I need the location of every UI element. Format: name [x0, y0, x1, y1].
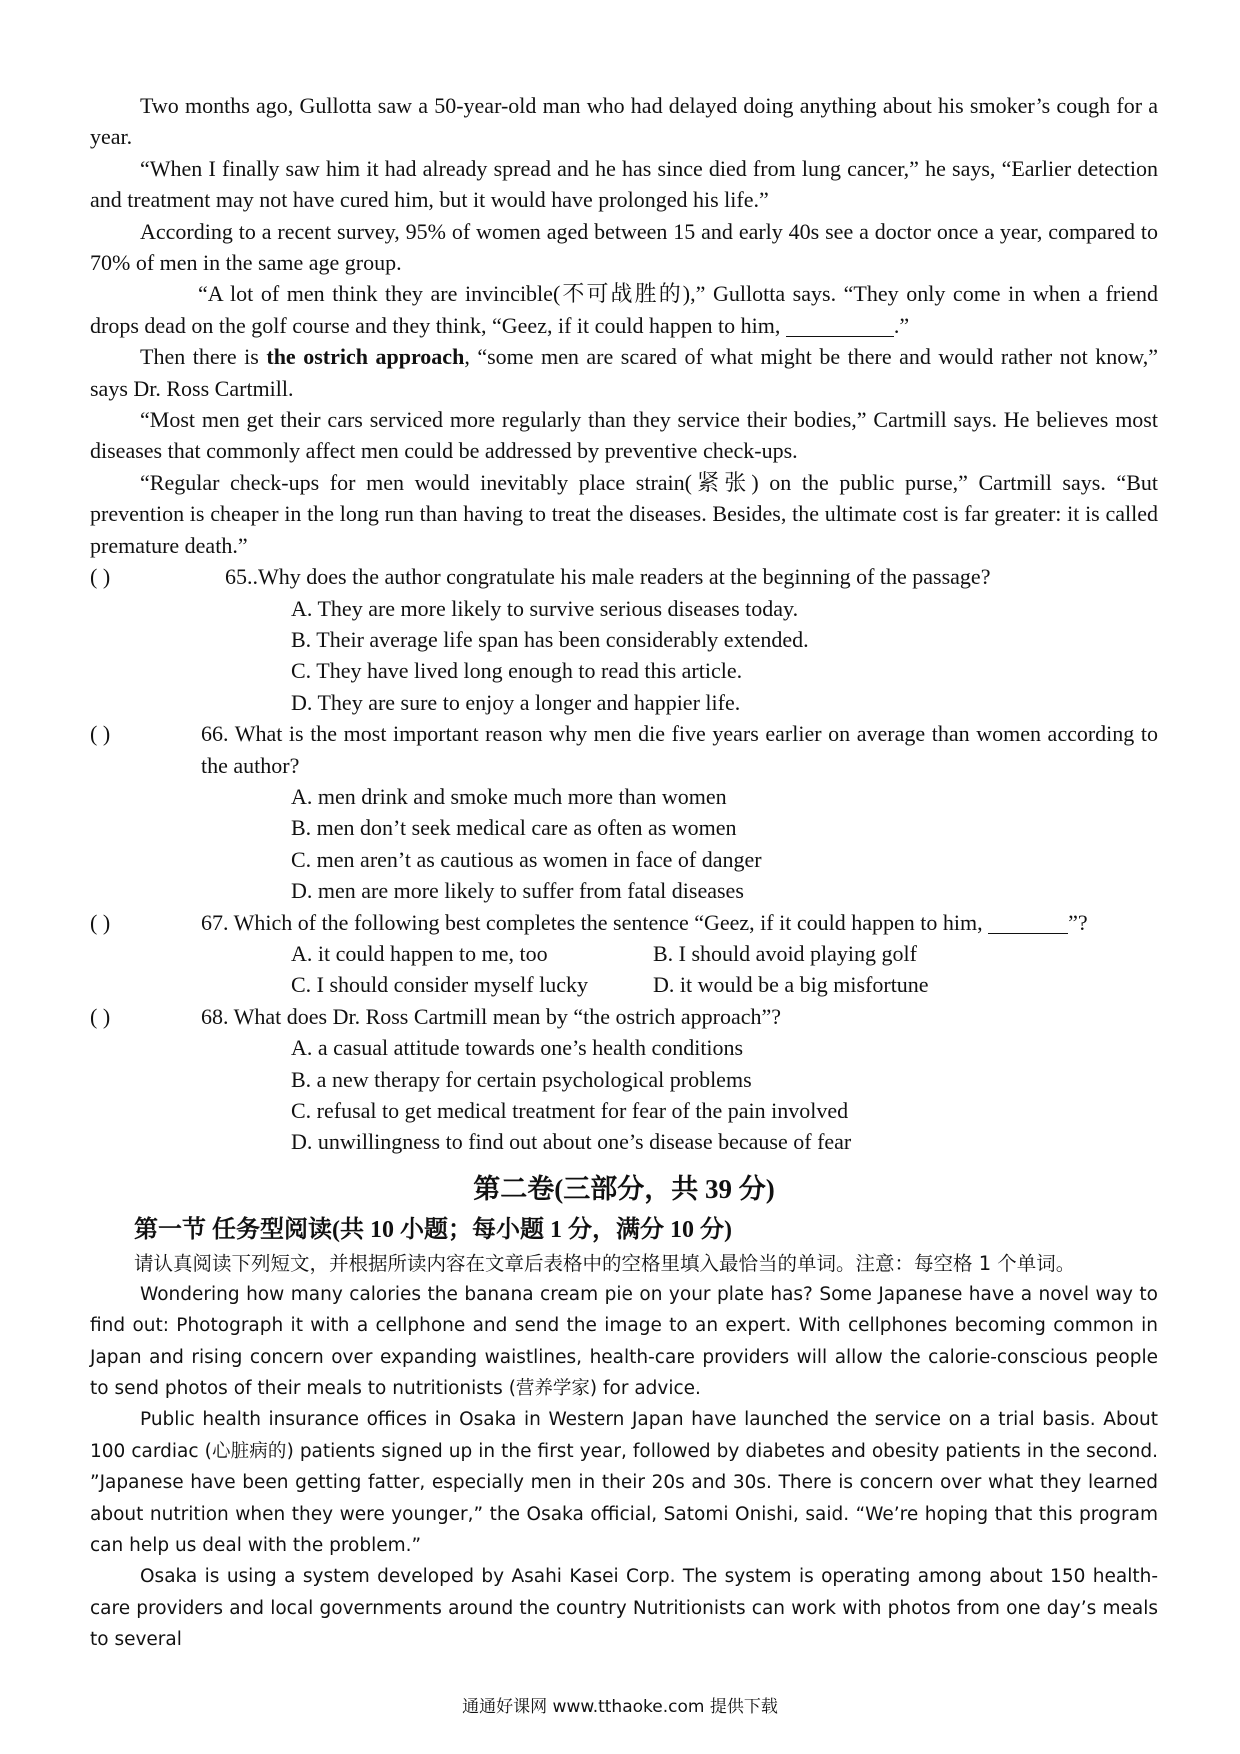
option-a: A. They are more likely to survive serious diseases today. [291, 595, 799, 621]
option-a: A. a casual attitude towards one’s health conditions [291, 1035, 744, 1061]
option-d: D. it would be a big misfortune [653, 972, 929, 998]
option-a: A. men drink and smoke much more than women [291, 783, 727, 809]
question-text: 67. Which of the following best completes the sentence “Geez, if it could happen to him, ”? [201, 909, 1088, 935]
passage-paragraph-1: Two months ago, Gullotta saw a 50-year-old man who had delayed doing anything about his smoker’s cough for a year. [90, 93, 1158, 150]
question-65 [90, 561, 1158, 718]
reading-paragraph-2: Public health insurance offices in Osaka in Western Japan have launched the service on a trial basis. About 100 cardiac (心脏病的) patients signed up in the first year, followed by diabetes and obesity patients in the second. ”Japanese have been getting fatter, especially men in their 20s and 30s. There is concern over what they learned about nutrition when they were younger,” the Osaka official, Satomi Onishi, said. “We’re hoping that this program can help us deal with the problem.” [90, 1409, 1158, 1557]
paragraph-5-end: , “some men are scared of what might be there and would rather not know,” says Dr. Ross Cartmill. [90, 344, 1159, 401]
reading-paragraph-1: Wondering how many calories the banana cream pie on your plate has? Some Japanese have a novel way to find out: Photograph it with a cellphone and send the image to an expert. With cellphones becoming common in Japan and rising concern over expanding waistlines, health-care providers will allow the calorie-conscious people to send photos of their meals to nutritionists (营养学家) for advice. [90, 1283, 1158, 1400]
answer-paren: ( ) [90, 1003, 111, 1029]
option-c: C. refusal to get medical treatment for fear of the pain involved [291, 1098, 849, 1123]
option-list [291, 938, 1158, 1001]
question-text: 66. What is the most important reason why men die five years earlier on average than women according to the author? [201, 721, 1158, 778]
reading-paragraph-3: Osaka is using a system developed by Asahi Kasei Corp. The system is operating among about 150 health-care providers and local governments around the country Nutritionists can work with photos from one day’s meals to several [90, 1566, 1158, 1651]
option-d: D. They are sure to enjoy a longer and happier life. [291, 689, 741, 715]
option-c: C. I should consider myself lucky [291, 972, 588, 998]
option-b: B. a new therapy for certain psychological problems [291, 1066, 752, 1092]
passage-paragraph-4 [90, 278, 1158, 341]
question-text: 65..Why does the author congratulate his male readers at the beginning of the passage? [225, 564, 991, 590]
option-list [291, 781, 1158, 907]
option-c: C. men aren’t as cautious as women in face of danger [291, 846, 762, 872]
option-c: C. They have lived long enough to read this article. [291, 658, 743, 684]
passage-paragraph-3: According to a recent survey, 95% of women aged between 15 and early 40s see a doctor once a year, compared to 70% of men in the same age group. [90, 218, 1158, 276]
answer-paren: ( ) [90, 721, 111, 747]
option-b: B. I should avoid playing golf [653, 940, 917, 966]
answer-blank [988, 911, 1068, 934]
option-b: B. men don’t seek medical care as often as women [291, 815, 737, 841]
section-title: 第二卷(三部分，共 39 分) [473, 1173, 775, 1204]
passage-paragraph-6: “Most men get their cars serviced more regularly than they service their bodies,” Cartmill says. He believes most diseases that commonly affect men could be addressed by preventive check-ups. [90, 407, 1158, 464]
answer-paren: ( ) [90, 909, 111, 935]
option-b: B. Their average life span has been considerably extended. [291, 626, 809, 652]
ostrich-approach-term: the ostrich approach [266, 344, 465, 370]
option-a: A. it could happen to me, too [291, 940, 548, 966]
passage-paragraph-5 [90, 341, 1158, 404]
option-d: D. men are more likely to suffer from fatal diseases [291, 878, 744, 904]
option-d: D. unwillingness to find out about one’s disease because of fear [291, 1129, 852, 1155]
option-list [225, 593, 1158, 719]
question-67 [90, 907, 1158, 1001]
passage-paragraph-2: “When I finally saw him it had already spread and he has since died from lung cancer,” he says, “Earlier detection and treatment may not have cured him, but it would have prolonged his life.” [90, 155, 1158, 213]
paragraph-4-end: .” [893, 312, 910, 338]
question-text: 68. What does Dr. Ross Cartmill mean by “the ostrich approach”? [201, 1003, 782, 1029]
section-instruction: 请认真阅读下列短文，并根据所读内容在文章后表格中的空格里填入最恰当的单词。注意：每空格 1 个单词。 [134, 1251, 1076, 1275]
passage-paragraph-7: “Regular check-ups for men would inevitably place strain(紧张) on the public purse,” Cartmill says. “But prevention is cheaper in the long run than having to treat the diseases. Besides, the ultimate cost is far greater: it is called premature death.” [90, 469, 1158, 558]
page-content [90, 90, 1158, 1656]
option-list [291, 1032, 1158, 1158]
question-66 [90, 718, 1158, 906]
page-footer: 通通好课网 www.tthaoke.com 提供下载 [462, 1697, 778, 1717]
paragraph-5-start: Then there is [140, 344, 259, 370]
answer-blank [786, 314, 894, 337]
section-subtitle: 第一节 任务型阅读(共 10 小题；每小题 1 分，满分 10 分) [134, 1216, 732, 1243]
paragraph-4-text: “A lot of men think they are invincible(不可战胜的),” Gullotta says. “They only come in when a friend drops dead on the golf course and they think, “Geez, if it could happen to him, [90, 281, 1158, 338]
answer-paren: ( ) [90, 564, 111, 590]
question-68 [90, 1001, 1158, 1158]
